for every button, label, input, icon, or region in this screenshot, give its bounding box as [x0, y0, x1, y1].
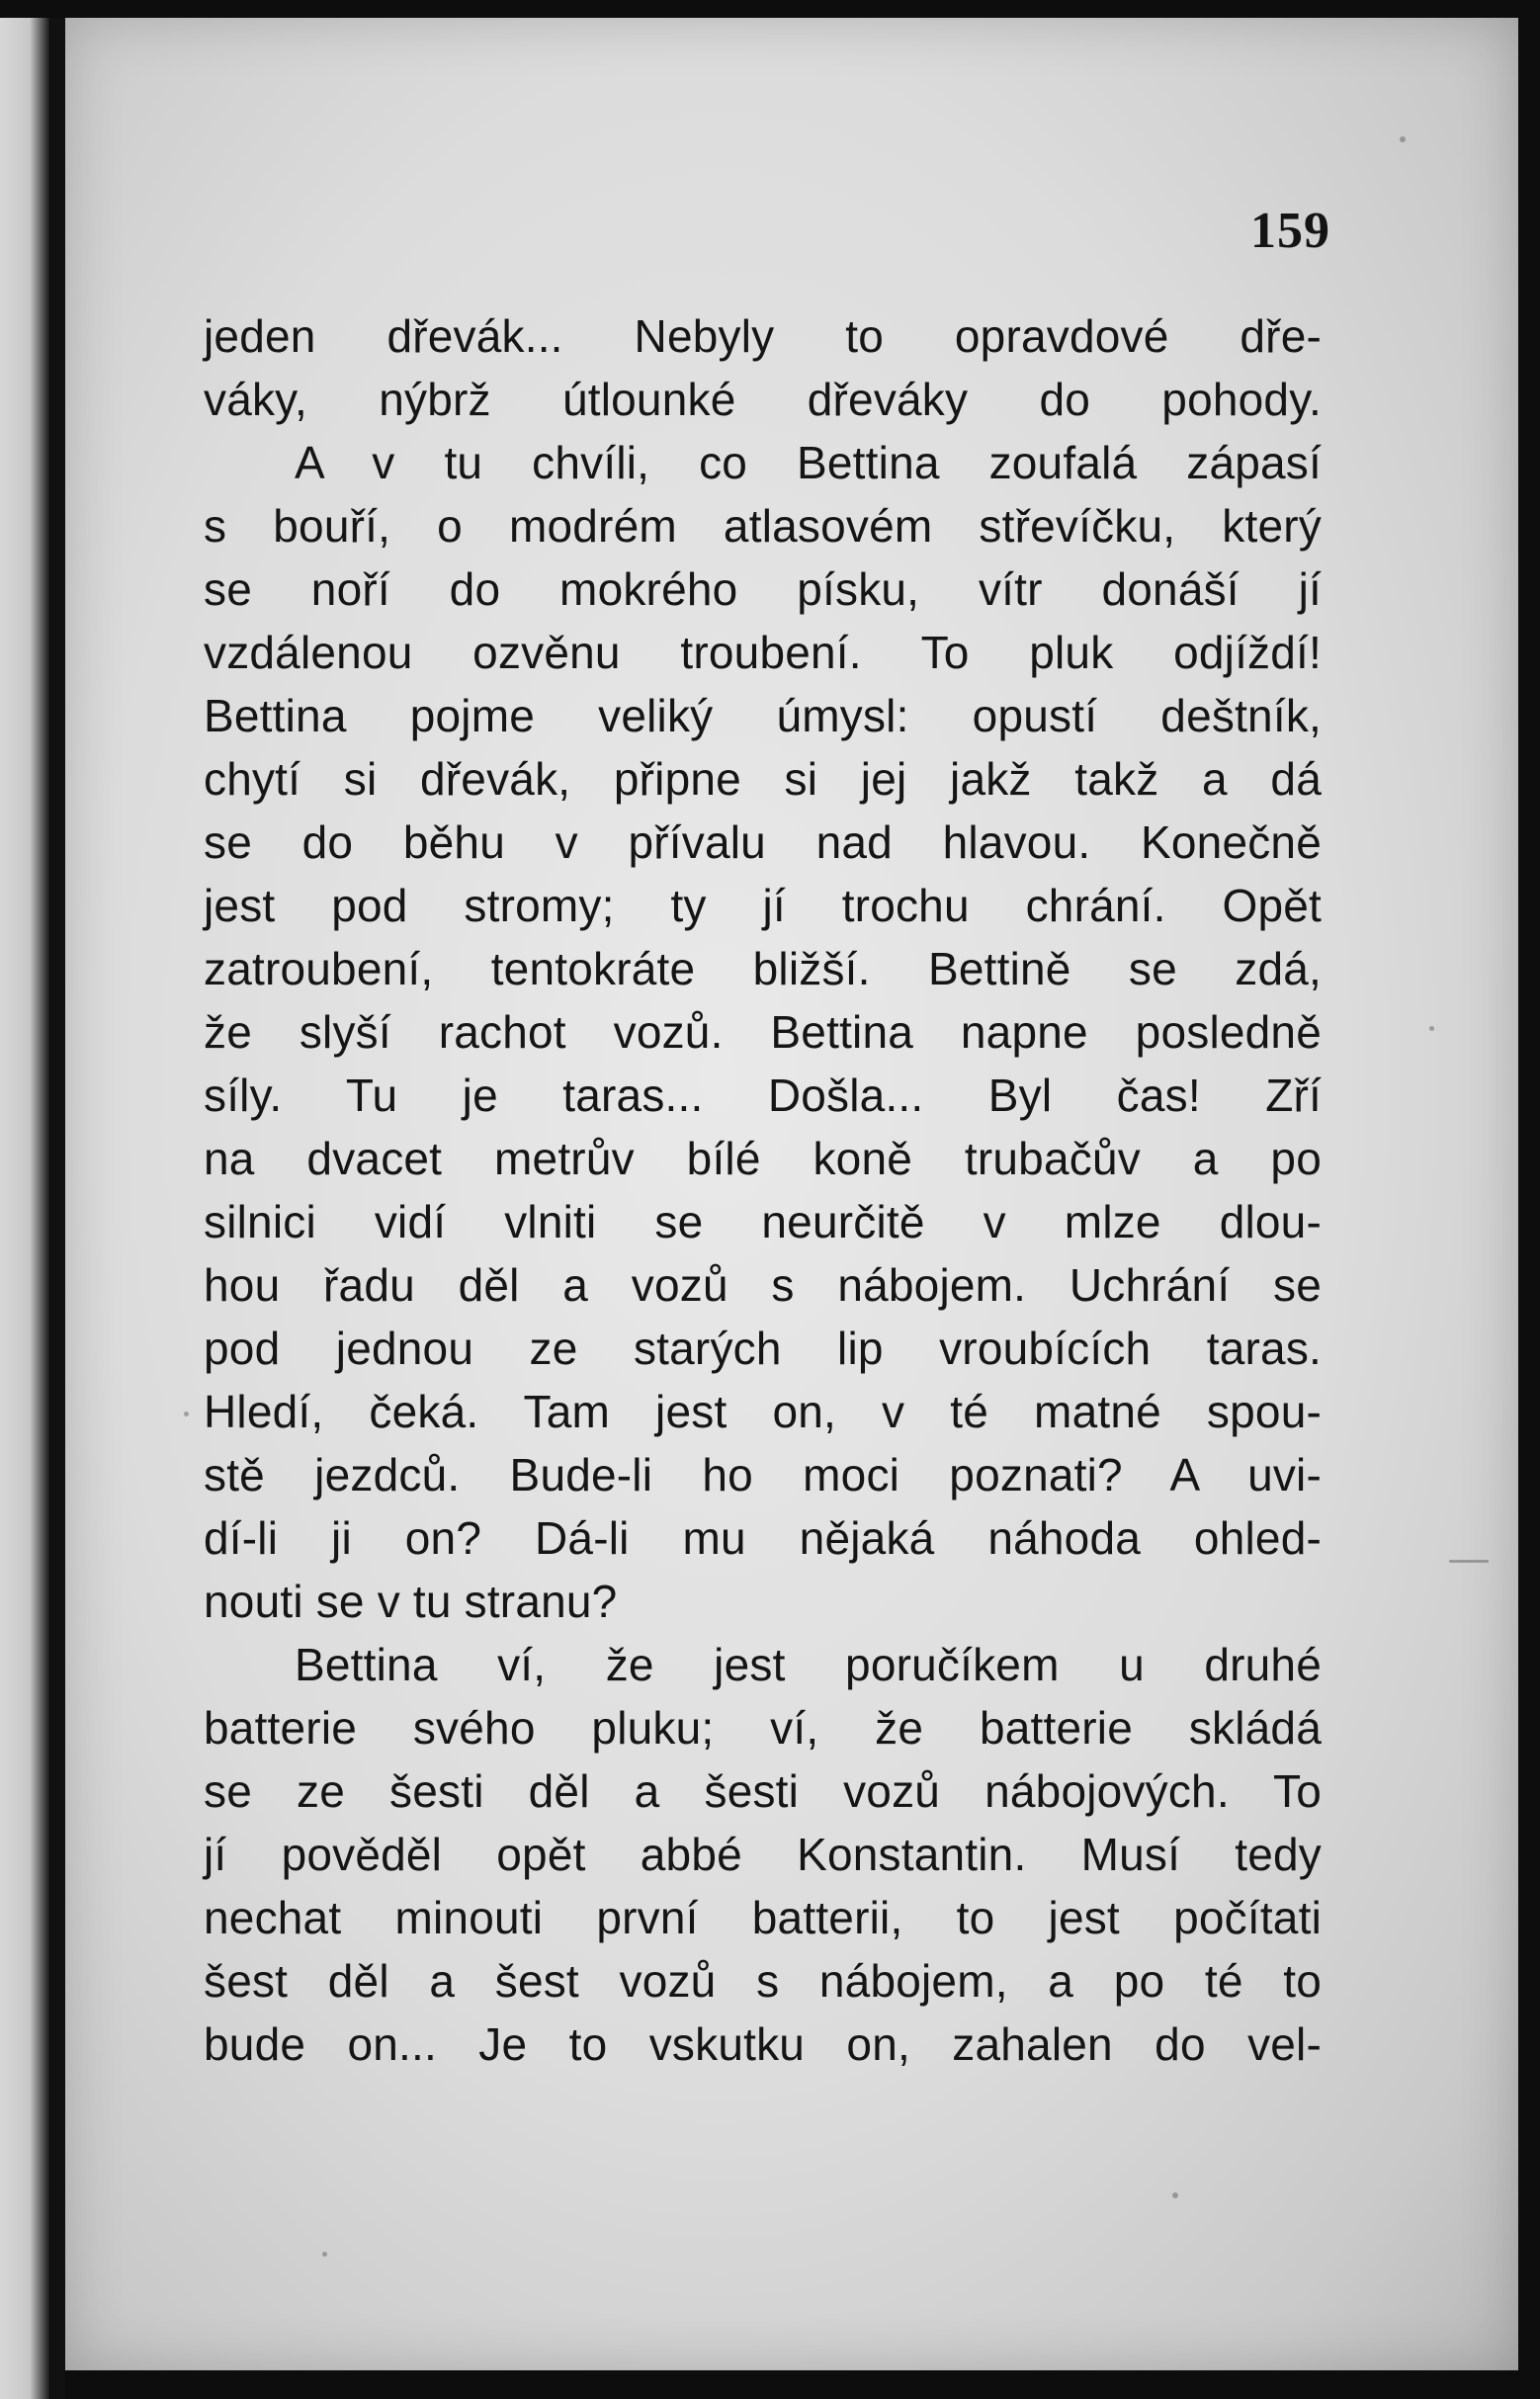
text-line: že slyší rachot vozů. Bettina napne posledně [204, 1006, 1322, 1058]
book-page [65, 18, 1518, 2370]
text-line: šest děl a šest vozů s nábojem, a po té to [204, 1955, 1322, 2007]
text-line: se ze šesti děl a šesti vozů nábojových. To [204, 1765, 1322, 1817]
text-line: Bettina pojme veliký úmysl: opustí deštník, [204, 690, 1322, 741]
text-line: jest pod stromy; ty jí trochu chrání. Opět [204, 880, 1322, 931]
text-line: Bettina ví, že jest poručíkem u druhé [295, 1639, 1322, 1690]
text-line: chytí si dřevák, připne si jej jakž takž a dá [204, 753, 1322, 805]
text-line: jí pověděl opět abbé Konstantin. Musí tedy [204, 1829, 1322, 1880]
paper-speck [1429, 1026, 1434, 1031]
page-number: 159 [1250, 203, 1330, 259]
text-line: nouti se v tu stranu? [204, 1576, 618, 1627]
text-line: A v tu chvíli, co Bettina zoufalá zápasí [295, 437, 1322, 488]
text-line: zatroubení, tentokráte bližší. Bettině se zdá, [204, 943, 1322, 994]
text-line: nechat minouti první batterii, to jest počítati [204, 1892, 1322, 1943]
text-line: síly. Tu je taras... Došla... Byl čas! Zří [204, 1070, 1322, 1121]
text-line: stě jezdců. Bude-li ho moci poznati? A uvi- [204, 1449, 1322, 1500]
top-scan-edge [0, 0, 1540, 18]
paper-speck [184, 1412, 189, 1416]
paper-speck [1172, 2192, 1178, 2198]
paper-speck [322, 2252, 327, 2257]
paper-speck [1400, 136, 1406, 142]
text-line: batterie svého pluku; ví, že batterie skládá [204, 1702, 1322, 1754]
text-line: se noří do mokrého písku, vítr donáší jí [204, 563, 1322, 615]
text-line: Hledí, čeká. Tam jest on, v té matné spou- [204, 1386, 1322, 1437]
book-binding-edge [49, 0, 65, 2399]
paragraph-1 [204, 304, 1322, 1633]
text-line: s bouří, o modrém atlasovém střevíčku, který [204, 500, 1322, 552]
text-line: váky, nýbrž útlounké dřeváky do pohody. [204, 374, 1322, 425]
text-line: silnici vidí vlniti se neurčitě v mlze dlou- [204, 1196, 1322, 1247]
text-line: bude on... Je to vskutku on, zahalen do vel- [204, 2018, 1322, 2070]
text-line: pod jednou ze starých lip vroubících taras. [204, 1323, 1322, 1374]
paper-speck [1449, 1560, 1489, 1563]
body-text [204, 304, 1322, 2076]
text-line: na dvacet metrův bílé koně trubačův a po [204, 1133, 1322, 1184]
text-line: dí-li ji on? Dá-li mu nějaká náhoda ohled- [204, 1512, 1322, 1564]
text-line: hou řadu děl a vozů s nábojem. Uchrání se [204, 1259, 1322, 1311]
text-line: jeden dřevák... Nebyly to opravdové dře- [204, 310, 1322, 362]
text-line: vzdálenou ozvěnu troubení. To pluk odjíždí! [204, 627, 1322, 678]
paragraph-2 [204, 1633, 1322, 2076]
facing-page-edge [0, 0, 49, 2399]
text-line: se do běhu v přívalu nad hlavou. Konečně [204, 816, 1322, 868]
